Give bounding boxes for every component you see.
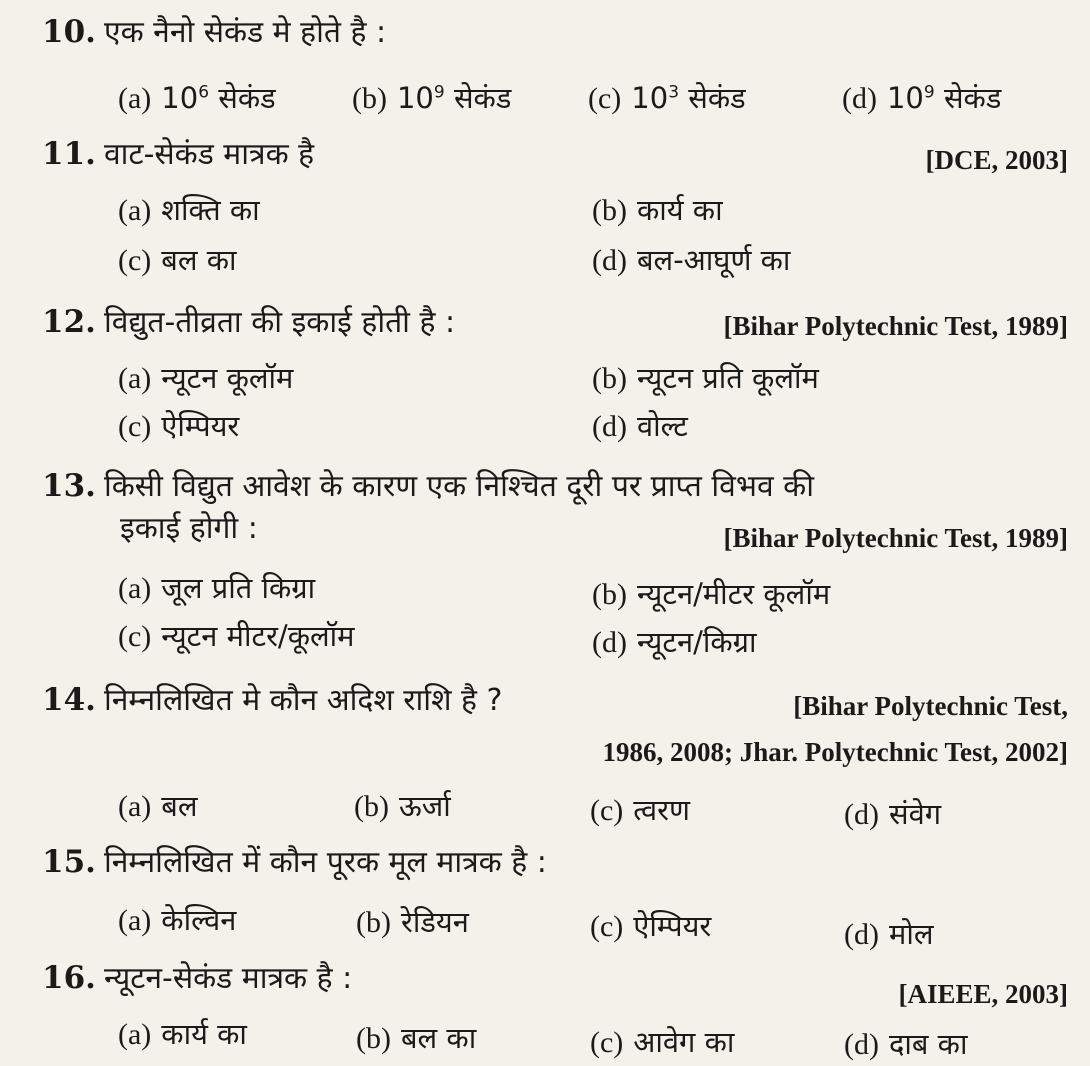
question-12	[42, 302, 455, 343]
option-15-d: (d) मोल	[844, 917, 934, 951]
option-12-c: (c) ऐम्पियर	[118, 409, 240, 443]
question-13-continued	[120, 508, 258, 549]
question-text: वाट-सेकंड मात्रक है	[104, 137, 315, 172]
option-12-b: (b) न्यूटन प्रति कूलॉम	[592, 361, 819, 395]
option-14-d: (d) संवेग	[844, 797, 942, 831]
question-text: निम्नलिखित में कौन पूरक मूल मात्रक है :	[104, 845, 547, 880]
question-number: 16.	[42, 960, 96, 996]
option-15-c: (c) ऐम्पियर	[590, 909, 712, 943]
option-15-a: (a) केल्विन	[118, 903, 237, 937]
option-13-c: (c) न्यूटन मीटर/कूलॉम	[118, 619, 355, 653]
question-number: 10.	[42, 14, 96, 50]
option-10-c: (c) $10^3$ सेकंड	[588, 81, 746, 115]
question-number: 13.	[42, 468, 96, 504]
question-text: निम्नलिखित मे कौन अदिश राशि है ?	[104, 683, 503, 718]
question-text: न्यूटन-सेकंड मात्रक है :	[104, 961, 353, 996]
option-11-a: (a) शक्ति का	[118, 193, 260, 227]
question-text: इकाई होगी :	[120, 511, 258, 546]
question-number: 15.	[42, 844, 96, 880]
option-10-d: (d) $10^9$ सेकंड	[842, 81, 1002, 115]
option-16-d: (d) दाब का	[844, 1027, 968, 1061]
question-14	[42, 680, 502, 721]
option-16-c: (c) आवेग का	[590, 1025, 735, 1059]
option-14-c: (c) त्वरण	[590, 793, 690, 827]
question-source: [Bihar Polytechnic Test,	[793, 691, 1068, 721]
question-text: विद्युत-तीव्रता की इकाई होती है :	[104, 305, 456, 340]
option-10-a: (a) $10^6$ सेकंड	[118, 81, 276, 115]
option-11-d: (d) बल-आघूर्ण का	[592, 243, 791, 277]
option-12-a: (a) न्यूटन कूलॉम	[118, 361, 294, 395]
question-11	[42, 134, 314, 175]
question-source: [DCE, 2003]	[925, 145, 1068, 175]
question-number: 12.	[42, 304, 96, 340]
question-15	[42, 842, 547, 883]
option-11-c: (c) बल का	[118, 243, 237, 277]
question-10	[42, 12, 386, 53]
option-16-a: (a) कार्य का	[118, 1017, 247, 1051]
question-source-continued: 1986, 2008; Jhar. Polytechnic Test, 2002]	[602, 737, 1068, 767]
question-text: किसी विद्युत आवेश के कारण एक निश्चित दूरी पर प्राप्त विभव की	[104, 469, 814, 504]
option-14-b: (b) ऊर्जा	[354, 789, 451, 823]
question-text: एक नैनो सेकंड मे होते है :	[104, 15, 387, 50]
question-source: [AIEEE, 2003]	[898, 979, 1068, 1009]
option-13-b: (b) न्यूटन/मीटर कूलॉम	[592, 577, 831, 611]
option-10-b: (b) $10^9$ सेकंड	[352, 81, 512, 115]
question-source: [Bihar Polytechnic Test, 1989]	[723, 523, 1068, 553]
option-15-b: (b) रेडियन	[356, 905, 469, 939]
question-13	[42, 466, 814, 507]
option-13-d: (d) न्यूटन/किग्रा	[592, 625, 757, 659]
option-11-b: (b) कार्य का	[592, 193, 723, 227]
option-16-b: (b) बल का	[356, 1021, 477, 1055]
question-source: [Bihar Polytechnic Test, 1989]	[723, 311, 1068, 341]
question-number: 11.	[42, 136, 96, 172]
option-12-d: (d) वोल्ट	[592, 409, 688, 443]
option-13-a: (a) जूल प्रति किग्रा	[118, 571, 316, 605]
question-number: 14.	[42, 682, 96, 718]
question-16	[42, 958, 352, 999]
option-14-a: (a) बल	[118, 789, 198, 823]
